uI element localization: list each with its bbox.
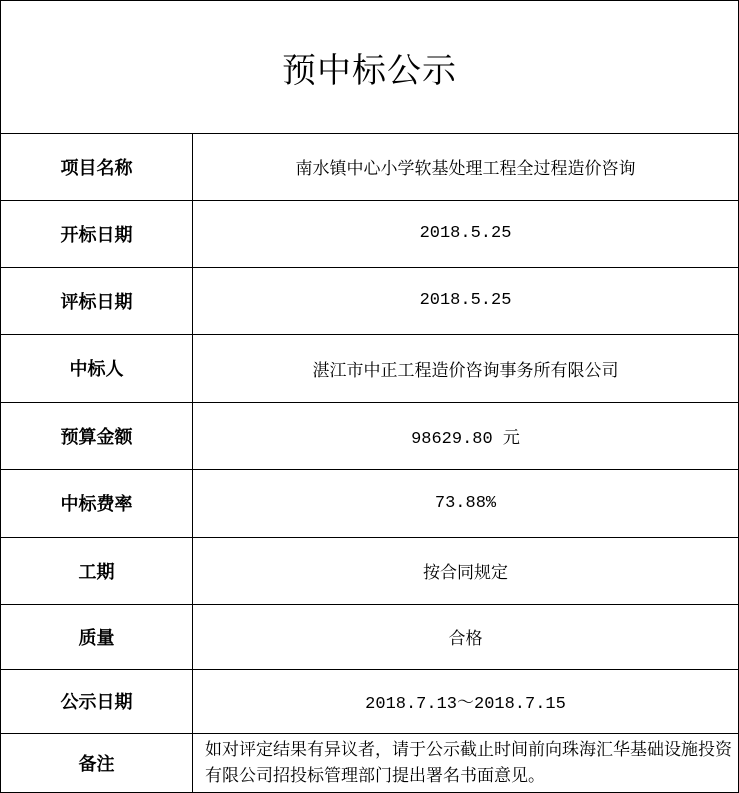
label-bid-opening-date: 开标日期 bbox=[1, 200, 193, 267]
row-budget-amount bbox=[1, 402, 738, 470]
label-fee-rate: 中标费率 bbox=[1, 469, 193, 537]
row-fee-rate bbox=[1, 469, 738, 538]
value-remarks: 如对评定结果有异议者，请于公示截止时间前向珠海汇华基础设施投资有限公司招投标管理部门提出署名书面意见。 bbox=[205, 739, 732, 786]
label-winning-bidder: 中标人 bbox=[1, 334, 193, 402]
row-winning-bidder bbox=[1, 334, 738, 403]
label-budget-amount: 预算金额 bbox=[1, 402, 193, 469]
row-quality bbox=[1, 604, 738, 670]
value-budget-amount: 98629.80 元 bbox=[411, 429, 520, 449]
label-evaluation-date: 评标日期 bbox=[1, 267, 193, 334]
value-evaluation-date: 2018.5.25 bbox=[419, 291, 512, 310]
row-bid-opening-date bbox=[1, 200, 738, 268]
label-remarks: 备注 bbox=[1, 733, 193, 792]
label-duration: 工期 bbox=[1, 537, 193, 604]
label-quality: 质量 bbox=[1, 604, 193, 669]
value-bid-opening-date: 2018.5.25 bbox=[419, 224, 512, 243]
row-project-name bbox=[1, 133, 738, 201]
value-project-name: 南水镇中心小学软基处理工程全过程造价咨询 bbox=[295, 159, 636, 179]
row-evaluation-date bbox=[1, 267, 738, 335]
row-duration bbox=[1, 537, 738, 605]
value-publicity-date: 2018.7.13～2018.7.15 bbox=[365, 695, 566, 714]
title-row bbox=[1, 1, 738, 134]
value-duration: 按合同规定 bbox=[423, 563, 508, 583]
label-project-name: 项目名称 bbox=[1, 133, 193, 200]
value-fee-rate: 73.88% bbox=[434, 493, 497, 513]
label-publicity-date: 公示日期 bbox=[1, 669, 193, 733]
value-winning-bidder: 湛江市中正工程造价咨询事务所有限公司 bbox=[312, 360, 619, 381]
page-title: 预中标公示 bbox=[282, 50, 457, 91]
value-quality: 合格 bbox=[448, 629, 483, 649]
row-remarks bbox=[1, 733, 738, 792]
row-publicity-date bbox=[1, 669, 738, 734]
